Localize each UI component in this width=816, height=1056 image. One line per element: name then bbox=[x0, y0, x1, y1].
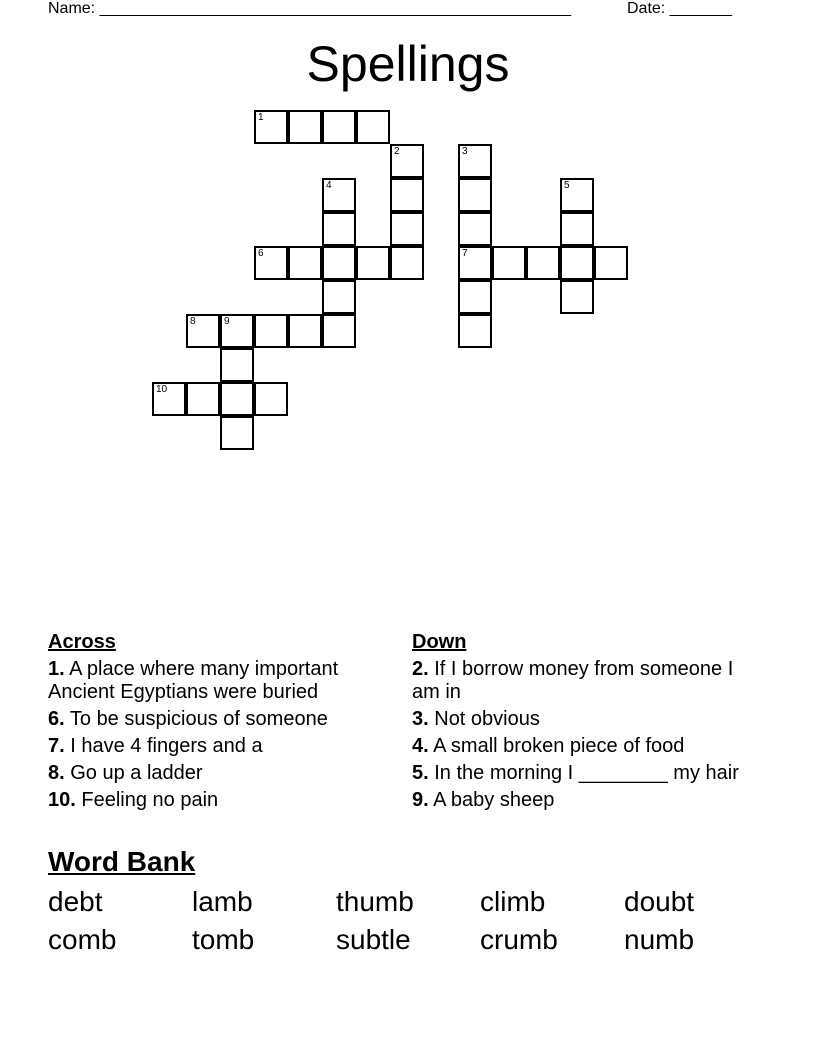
date-field: Date: _______ bbox=[627, 0, 732, 17]
clue-number: 8. bbox=[48, 762, 65, 784]
clue-text: A small broken piece of food bbox=[428, 735, 685, 757]
clue-number: 6 bbox=[258, 248, 264, 259]
across-clue bbox=[48, 658, 398, 704]
clue-text: To be suspicious of someone bbox=[64, 708, 328, 730]
word-bank-item: doubt bbox=[624, 886, 695, 917]
crossword-cell[interactable] bbox=[560, 212, 594, 246]
crossword-cell[interactable] bbox=[560, 280, 594, 314]
crossword-cell[interactable] bbox=[356, 110, 390, 144]
crossword-cell[interactable] bbox=[220, 416, 254, 450]
page-title: Spellings bbox=[306, 36, 510, 92]
crossword-cell[interactable] bbox=[288, 314, 322, 348]
crossword-cell[interactable] bbox=[322, 246, 356, 280]
clue-text: I have 4 fingers and a bbox=[64, 735, 263, 757]
crossword-cell[interactable] bbox=[390, 246, 424, 280]
crossword-cell[interactable] bbox=[186, 314, 220, 348]
down-clue bbox=[412, 735, 752, 758]
clue-number: 2. bbox=[412, 658, 429, 680]
clue-number: 7. bbox=[48, 735, 65, 757]
crossword-cell[interactable] bbox=[186, 382, 220, 416]
crossword-cell[interactable] bbox=[526, 246, 560, 280]
clue-number: 8 bbox=[190, 316, 196, 327]
crossword-cell[interactable] bbox=[560, 246, 594, 280]
crossword-cell[interactable] bbox=[254, 110, 288, 144]
crossword-cell[interactable] bbox=[254, 246, 288, 280]
crossword-cell[interactable] bbox=[322, 178, 356, 212]
clue-number: 2 bbox=[394, 146, 400, 157]
crossword-cell[interactable] bbox=[458, 144, 492, 178]
across-clue bbox=[48, 735, 398, 758]
crossword-cell[interactable] bbox=[594, 246, 628, 280]
word-bank-item: debt bbox=[48, 886, 103, 917]
name-field: Name: _____________________________________________________ bbox=[48, 0, 572, 17]
clue-number: 9 bbox=[224, 316, 230, 327]
clue-text: A place where many important Ancient Egyptians were buried bbox=[48, 658, 339, 703]
crossword-cell[interactable] bbox=[322, 314, 356, 348]
crossword-cell[interactable] bbox=[458, 314, 492, 348]
crossword-cell[interactable] bbox=[458, 212, 492, 246]
word-bank-item: thumb bbox=[336, 886, 414, 917]
clue-number: 1 bbox=[258, 112, 264, 123]
down-clue bbox=[412, 708, 752, 731]
word-bank-item: comb bbox=[48, 924, 117, 955]
clue-text: Go up a ladder bbox=[64, 762, 203, 784]
crossword-cell[interactable] bbox=[322, 110, 356, 144]
clue-number: 9. bbox=[412, 789, 429, 811]
clue-number: 5 bbox=[564, 180, 570, 191]
word-bank-item: lamb bbox=[192, 886, 253, 917]
word-bank-item: subtle bbox=[336, 924, 411, 955]
crossword-cell[interactable] bbox=[322, 212, 356, 246]
crossword-cell[interactable] bbox=[220, 382, 254, 416]
down-clue bbox=[412, 762, 752, 785]
clue-number: 10. bbox=[48, 789, 76, 811]
crossword-cell[interactable] bbox=[390, 144, 424, 178]
crossword-cell[interactable] bbox=[220, 314, 254, 348]
crossword-cell[interactable] bbox=[254, 314, 288, 348]
crossword-cell[interactable] bbox=[560, 178, 594, 212]
down-heading: Down bbox=[412, 631, 467, 653]
crossword-cell[interactable] bbox=[492, 246, 526, 280]
crossword-cell[interactable] bbox=[458, 246, 492, 280]
word-bank-item: numb bbox=[624, 924, 695, 955]
clue-text: Not obvious bbox=[428, 708, 540, 730]
clue-number: 10 bbox=[156, 384, 168, 395]
crossword-cell[interactable] bbox=[458, 178, 492, 212]
down-clue bbox=[412, 658, 752, 704]
clue-number: 5. bbox=[412, 762, 429, 784]
crossword-cell[interactable] bbox=[390, 212, 424, 246]
across-clues bbox=[48, 630, 398, 816]
clue-number: 3 bbox=[462, 146, 468, 157]
across-heading: Across bbox=[48, 631, 116, 653]
clue-text: If I borrow money from someone I am in bbox=[412, 658, 734, 703]
clue-number: 1. bbox=[48, 658, 65, 680]
down-clues bbox=[412, 630, 752, 816]
crossword-cell[interactable] bbox=[220, 348, 254, 382]
crossword-cell[interactable] bbox=[152, 382, 186, 416]
word-bank-item: tomb bbox=[192, 924, 255, 955]
word-bank-item: crumb bbox=[480, 924, 558, 955]
across-clue bbox=[48, 762, 398, 785]
down-clue bbox=[412, 789, 752, 812]
word-bank bbox=[48, 883, 768, 959]
clue-text: Feeling no pain bbox=[75, 789, 219, 811]
crossword-cell[interactable] bbox=[288, 110, 322, 144]
crossword-cell[interactable] bbox=[288, 246, 322, 280]
clue-number: 3. bbox=[412, 708, 429, 730]
across-clue bbox=[48, 708, 398, 731]
clue-number: 4 bbox=[326, 180, 332, 191]
crossword-cell[interactable] bbox=[390, 178, 424, 212]
word-bank-item: climb bbox=[480, 886, 546, 917]
crossword-cell[interactable] bbox=[458, 280, 492, 314]
clue-text: In the morning I ________ my hair bbox=[428, 762, 739, 784]
crossword-cell[interactable] bbox=[322, 280, 356, 314]
crossword-grid bbox=[0, 0, 816, 470]
clue-number: 4. bbox=[412, 735, 429, 757]
clue-number: 7 bbox=[462, 248, 468, 259]
crossword-cell[interactable] bbox=[254, 382, 288, 416]
clue-text: A baby sheep bbox=[428, 789, 555, 811]
clue-number: 6. bbox=[48, 708, 65, 730]
word-bank-title: Word Bank bbox=[48, 846, 196, 877]
across-clue bbox=[48, 789, 398, 812]
crossword-cell[interactable] bbox=[356, 246, 390, 280]
